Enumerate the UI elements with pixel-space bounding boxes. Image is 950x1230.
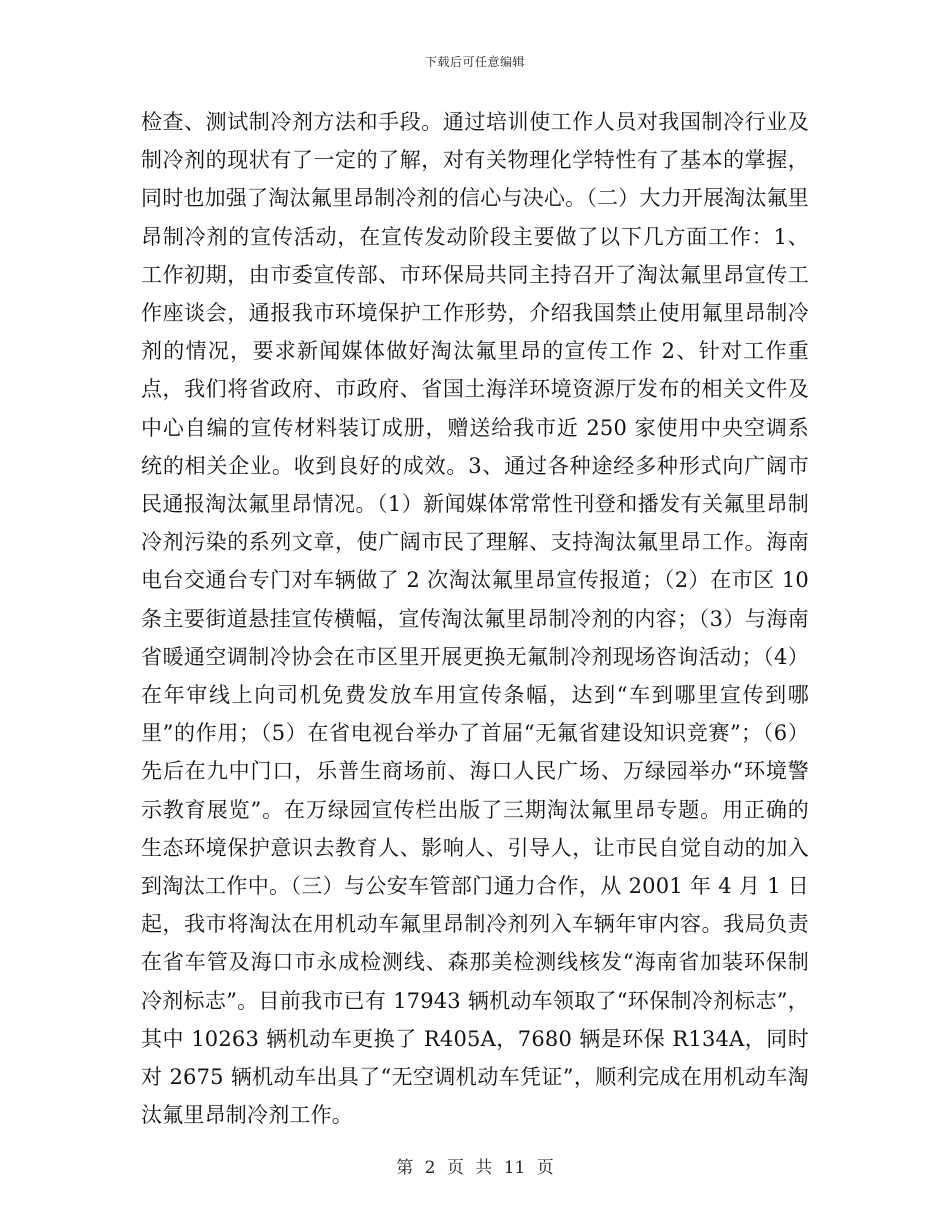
document-body-paragraph: 检查、测试制冷剂方法和手段。通过培训使工作人员对我国制冷行业及制冷剂的现状有了一定的了解，对有关物理化学特性有了基本的掌握，同时也加强了淘汰氟里昂制冷剂的信心与决心。（二）大力开展淘汰氟里昂制冷剂的宣传活动，在宣传发动阶段主要做了以下几方面工作：1、工作初期，由市委宣传部、市环保局共同主持召开了淘汰氟里昂宣传工作座谈会，通报我市环境保护工作形势，介绍我国禁止使用氟里昂制冷剂的情况，要求新闻媒体做好淘汰氟里昂的宣传工作 2、针对工作重点，我们将省政府、市政府、省国土海洋环境资源厅发布的相关文件及中心自编的宣传材料装订成册，赠送给我市近 250 家使用中央空调系统的相关企业。收到良好的成效。3、通过各种途经多种形式向广阔市民通报淘汰氟里昂情况。（1）新闻媒体常常性刊登和播发有关氟里昂制冷剂污染的系列文章，使广阔市民了理解、支持淘汰氟里昂工作。海南电台交通台专门对车辆做了 2 次淘汰氟里昂宣传报道；（2）在市区 10 条主要街道悬挂宣传横幅，宣传淘汰氟里昂制冷剂的内容；（3）与海南省暖通空调制冷协会在市区里开展更换无氟制冷剂现场咨询活动；（4）在年审线上向司机免费发放车用宣传条幅，达到“车到哪里宣传到哪里”的作用；（5）在省电视台举办了首届“无氟省建设知识竞赛”；（6）先后在九中门口，乐普生商场前、海口人民广场、万绿园举办“环境警示教育展览”。在万绿园宣传栏出版了三期淘汰氟里昂专题。用正确的生态环境保护意识去教育人、影响人、引导人，让市民自觉自动的加入到淘汰工作中。（三）与公安车管部门通力合作，从 2001 年 4 月 1 日起，我市将淘汰在用机动车氟里昂制冷剂列入车辆年审内容。我局负责在省车管及海口市永成检测线、森那美检测线核发“海南省加装环保制冷剂标志”。目前我市已有 17943 辆机动车领取了“环保制冷剂标志”，其中 10263 辆机动车更换了 R405A，7680 辆是环保 R134A，同时对 2675 辆机动车出具了“无空调机动车凭证”，顺利完成在用机动车淘汰氟里昂制冷剂工作。 — [141, 110, 809, 1128]
page-header: 下载后可任意编辑 — [424, 55, 525, 69]
page-number-footer: 第 2 页 共 11 页 — [396, 1158, 554, 1178]
